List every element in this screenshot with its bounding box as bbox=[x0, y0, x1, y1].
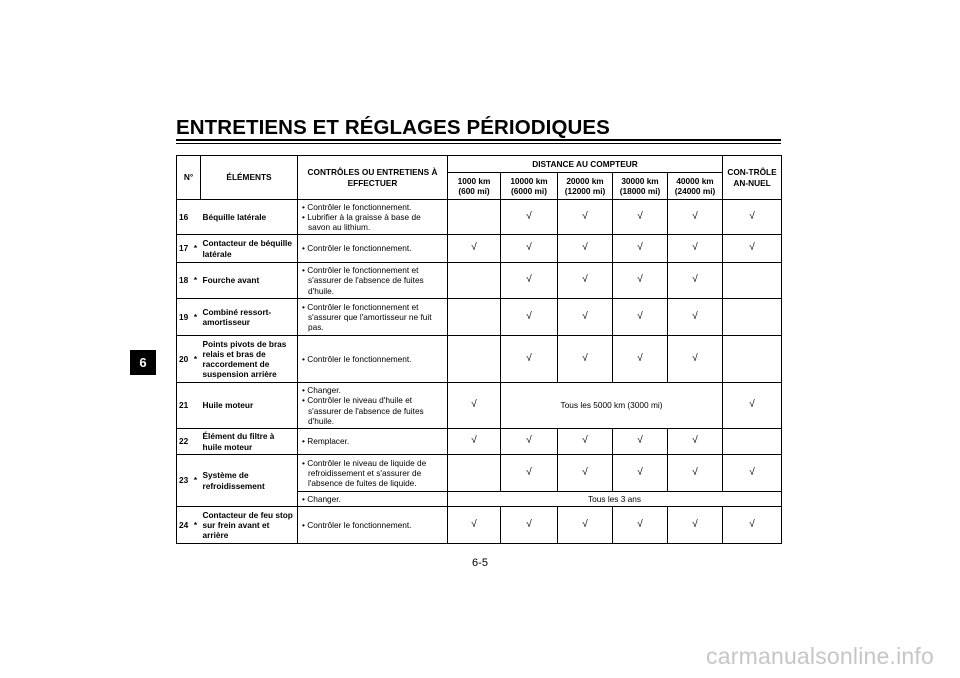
header-element: ÉLÉMENTS bbox=[201, 156, 298, 200]
row-asterisk bbox=[191, 200, 201, 235]
check-cell: √ bbox=[668, 336, 723, 383]
table-row bbox=[177, 383, 782, 429]
check-cell: √ bbox=[501, 336, 558, 383]
table-row bbox=[177, 235, 782, 263]
chapter-tab: 6 bbox=[130, 350, 156, 375]
row-element: Combiné ressort-amortisseur bbox=[201, 299, 298, 336]
row-controls: • Contrôler le fonctionnement. bbox=[298, 507, 448, 544]
check-cell: √ bbox=[668, 429, 723, 455]
table-row bbox=[177, 263, 782, 299]
row-number: 22 bbox=[177, 429, 191, 455]
row-number: 19 bbox=[177, 299, 191, 336]
row-element: Huile moteur bbox=[201, 383, 298, 429]
check-cell: √ bbox=[558, 299, 613, 336]
check-cell: √ bbox=[558, 507, 613, 544]
row-asterisk bbox=[191, 383, 201, 429]
check-cell: √ bbox=[613, 507, 668, 544]
check-cell: √ bbox=[723, 507, 782, 544]
check-cell: √ bbox=[501, 235, 558, 263]
page-number: 6-5 bbox=[472, 557, 488, 569]
row-asterisk bbox=[191, 429, 201, 455]
check-cell: √ bbox=[668, 200, 723, 235]
row-controls: • Changer. bbox=[298, 492, 448, 507]
check-cell: √ bbox=[613, 455, 668, 492]
title-rule-thin bbox=[176, 143, 781, 144]
check-cell: √ bbox=[501, 429, 558, 455]
check-cell: √ bbox=[613, 429, 668, 455]
check-cell: √ bbox=[558, 235, 613, 263]
header-km-1000: 1000 km (600 mi) bbox=[448, 173, 501, 200]
row-element: Béquille latérale bbox=[201, 200, 298, 235]
interval-note: Tous les 5000 km (3000 mi) bbox=[501, 383, 723, 429]
header-km-30000: 30000 km (18000 mi) bbox=[613, 173, 668, 200]
check-cell: √ bbox=[668, 263, 723, 299]
row-number: 18 bbox=[177, 263, 191, 299]
header-annual: CON-TRÔLE AN-NUEL bbox=[723, 156, 782, 200]
check-cell: √ bbox=[558, 429, 613, 455]
row-controls: • Remplacer. bbox=[298, 429, 448, 455]
row-element: Contacteur de béquille latérale bbox=[201, 235, 298, 263]
header-no: N° bbox=[177, 156, 201, 200]
watermark: carmanualsonline.info bbox=[706, 643, 934, 669]
check-cell bbox=[723, 336, 782, 383]
row-controls: • Contrôler le fonctionnement. • Lubrifier à la graisse à base de savon au lithium. bbox=[298, 200, 448, 235]
check-cell: √ bbox=[501, 263, 558, 299]
row-element: Contacteur de feu stop sur frein avant et arrière bbox=[201, 507, 298, 544]
check-cell: √ bbox=[448, 383, 501, 429]
row-number: 23 bbox=[177, 455, 191, 507]
row-number: 21 bbox=[177, 383, 191, 429]
header-distance: DISTANCE AU COMPTEUR bbox=[448, 156, 723, 173]
check-cell: √ bbox=[613, 235, 668, 263]
row-number: 24 bbox=[177, 507, 191, 544]
check-cell: √ bbox=[723, 235, 782, 263]
interval-note: Tous les 3 ans bbox=[448, 492, 782, 507]
row-element: Système de refroidissement bbox=[201, 455, 298, 507]
table-row bbox=[177, 455, 782, 492]
check-cell bbox=[448, 299, 501, 336]
check-cell bbox=[448, 263, 501, 299]
table-row bbox=[177, 200, 782, 235]
header-km-40000: 40000 km (24000 mi) bbox=[668, 173, 723, 200]
page-title: ENTRETIENS ET RÉGLAGES PÉRIODIQUES bbox=[176, 116, 610, 139]
check-cell: √ bbox=[558, 263, 613, 299]
header-km-10000: 10000 km (6000 mi) bbox=[501, 173, 558, 200]
table-row bbox=[177, 429, 782, 455]
check-cell: √ bbox=[668, 455, 723, 492]
check-cell bbox=[723, 429, 782, 455]
check-cell: √ bbox=[613, 263, 668, 299]
row-controls: • Contrôler le fonctionnement. bbox=[298, 336, 448, 383]
row-element: Points pivots de bras relais et bras de raccordement de suspension arrière bbox=[201, 336, 298, 383]
check-cell: √ bbox=[501, 507, 558, 544]
check-cell: √ bbox=[448, 507, 501, 544]
check-cell: √ bbox=[723, 383, 782, 429]
row-number: 17 bbox=[177, 235, 191, 263]
check-cell: √ bbox=[558, 336, 613, 383]
row-controls: • Contrôler le fonctionnement. bbox=[298, 235, 448, 263]
check-cell: √ bbox=[613, 299, 668, 336]
row-controls: • Contrôler le niveau de liquide de refroidissement et s'assurer de l'absence de fuites de liquide. bbox=[298, 455, 448, 492]
table-row bbox=[177, 299, 782, 336]
row-asterisk: * bbox=[191, 336, 201, 383]
check-cell: √ bbox=[613, 336, 668, 383]
check-cell: √ bbox=[668, 507, 723, 544]
check-cell: √ bbox=[448, 429, 501, 455]
title-rule bbox=[176, 139, 781, 141]
check-cell bbox=[448, 336, 501, 383]
check-cell: √ bbox=[558, 455, 613, 492]
table-row bbox=[177, 507, 782, 544]
header-controls: CONTRÔLES OU ENTRETIENS À EFFECTUER bbox=[298, 156, 448, 200]
check-cell: √ bbox=[668, 299, 723, 336]
check-cell: √ bbox=[501, 299, 558, 336]
check-cell: √ bbox=[501, 200, 558, 235]
check-cell bbox=[723, 263, 782, 299]
row-controls: • Contrôler le fonctionnement et s'assurer que l'amortisseur ne fuit pas. bbox=[298, 299, 448, 336]
row-asterisk: * bbox=[191, 299, 201, 336]
table-row bbox=[177, 336, 782, 383]
check-cell bbox=[448, 455, 501, 492]
maintenance-table bbox=[176, 155, 782, 544]
check-cell: √ bbox=[448, 235, 501, 263]
check-cell bbox=[448, 200, 501, 235]
check-cell: √ bbox=[723, 200, 782, 235]
check-cell: √ bbox=[668, 235, 723, 263]
row-element: Élément du filtre à huile moteur bbox=[201, 429, 298, 455]
check-cell: √ bbox=[723, 455, 782, 492]
check-cell: √ bbox=[613, 200, 668, 235]
row-asterisk: * bbox=[191, 455, 201, 507]
row-element: Fourche avant bbox=[201, 263, 298, 299]
check-cell bbox=[723, 299, 782, 336]
row-controls: • Changer. • Contrôler le niveau d'huile et s'assurer de l'absence de fuites d'huile. bbox=[298, 383, 448, 429]
check-cell: √ bbox=[558, 200, 613, 235]
row-asterisk: * bbox=[191, 235, 201, 263]
row-asterisk: * bbox=[191, 507, 201, 544]
row-number: 20 bbox=[177, 336, 191, 383]
row-number: 16 bbox=[177, 200, 191, 235]
check-cell: √ bbox=[501, 455, 558, 492]
header-km-20000: 20000 km (12000 mi) bbox=[558, 173, 613, 200]
row-controls: • Contrôler le fonctionnement et s'assurer de l'absence de fuites d'huile. bbox=[298, 263, 448, 299]
row-asterisk: * bbox=[191, 263, 201, 299]
